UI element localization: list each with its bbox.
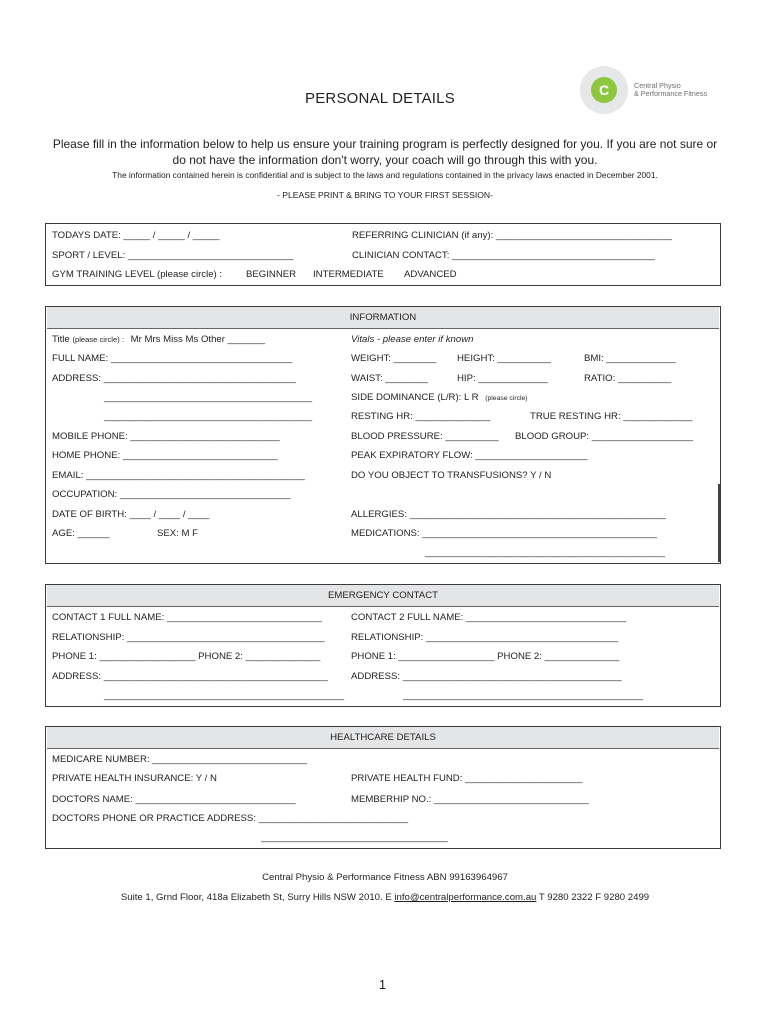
ratio-field[interactable]: RATIO: __________ bbox=[584, 373, 672, 384]
height-field[interactable]: HEIGHT: __________ bbox=[457, 353, 551, 364]
emergency-contact-box bbox=[45, 584, 721, 707]
margin-rule bbox=[718, 484, 720, 562]
allergies-field[interactable]: ALLERGIES: ________________________________________________ bbox=[351, 509, 666, 520]
contact-1-name-field[interactable]: CONTACT 1 FULL NAME: _____________________________ bbox=[52, 612, 322, 623]
footer-phones: T 9280 2322 F 9280 2499 bbox=[536, 892, 650, 903]
intro-text: Please fill in the information below to help us ensure your training program is perfectly designed for you. If you are not sure or do not have the information don't worry, your coach will go through this with you. bbox=[52, 137, 718, 167]
doctors-phone-line-2[interactable]: ___________________________________ bbox=[261, 832, 448, 843]
privacy-notice: The information contained herein is confidential and is subject to the laws and regulations contained in the privacy laws enacted in December 2001. bbox=[112, 170, 658, 180]
logo-mark: C bbox=[591, 77, 617, 103]
doctors-name-field[interactable]: DOCTORS NAME: ______________________________ bbox=[52, 794, 296, 805]
address-line-2[interactable]: _______________________________________ bbox=[104, 392, 313, 403]
address-line-3[interactable]: _______________________________________ bbox=[104, 411, 313, 422]
footer-address: Suite 1, Grnd Floor, 418a Elizabeth St, Surry Hills NSW 2010. E bbox=[120, 892, 395, 903]
full-name-field[interactable]: FULL NAME: __________________________________ bbox=[52, 353, 293, 364]
true-resting-hr-field[interactable]: TRUE RESTING HR: _____________ bbox=[530, 411, 693, 422]
bmi-field[interactable]: BMI: _____________ bbox=[584, 353, 676, 364]
waist-field[interactable]: WAIST: ________ bbox=[351, 373, 428, 384]
blood-pressure-field[interactable]: BLOOD PRESSURE: __________ bbox=[351, 431, 499, 442]
side-dominance-hint: (please circle) bbox=[485, 395, 528, 402]
title-options[interactable]: Mr Mrs Miss Ms Other _______ bbox=[130, 334, 265, 345]
logo-line-1: Central Physio bbox=[634, 81, 681, 90]
healthcare-details-box bbox=[45, 726, 721, 849]
mobile-phone-field[interactable]: MOBILE PHONE: ____________________________ bbox=[52, 431, 280, 442]
healthcare-details-header: HEALTHCARE DETAILS bbox=[47, 727, 719, 749]
age-field[interactable]: AGE: ______ bbox=[52, 528, 110, 539]
doctors-phone-field[interactable]: DOCTORS PHONE OR PRACTICE ADDRESS: ____________________________ bbox=[52, 813, 409, 824]
sport-level-field[interactable]: SPORT / LEVEL: _______________________________ bbox=[52, 250, 294, 261]
medications-field[interactable]: MEDICATIONS: ____________________________________________ bbox=[351, 528, 658, 539]
gym-level-beginner[interactable]: BEGINNER bbox=[246, 269, 297, 280]
page-title: PERSONAL DETAILS bbox=[305, 90, 455, 107]
print-note: - PLEASE PRINT & BRING TO YOUR FIRST SESSION- bbox=[276, 190, 493, 200]
private-health-fund-field[interactable]: PRIVATE HEALTH FUND: ______________________ bbox=[351, 773, 583, 784]
email-field[interactable]: EMAIL: _________________________________________ bbox=[52, 470, 305, 481]
gym-level-intermediate[interactable]: INTERMEDIATE bbox=[313, 269, 384, 280]
side-dominance-options[interactable]: SIDE DOMINANCE (L/R): L R bbox=[351, 392, 479, 403]
resting-hr-field[interactable]: RESTING HR: ______________ bbox=[351, 411, 491, 422]
footer-contact bbox=[0, 892, 770, 903]
vitals-hint: Vitals - please enter if known bbox=[351, 334, 474, 345]
title-label: Title bbox=[52, 334, 70, 345]
logo-line-2: & Performance Fitness bbox=[634, 89, 708, 98]
gym-level-advanced[interactable]: ADVANCED bbox=[404, 269, 457, 280]
contact-1-phones-field[interactable]: PHONE 1: __________________ PHONE 2: ______________ bbox=[52, 651, 321, 662]
medications-line-2[interactable]: _____________________________________________ bbox=[425, 547, 666, 558]
medicare-number-field[interactable]: MEDICARE NUMBER: _____________________________ bbox=[52, 754, 307, 765]
contact-1-address-field[interactable]: ADDRESS: __________________________________________ bbox=[52, 671, 328, 682]
title-circle-hint: (please circle) : bbox=[72, 335, 124, 344]
contact-2-address-field[interactable]: ADDRESS: _________________________________________ bbox=[351, 671, 622, 682]
title-field bbox=[52, 334, 265, 345]
side-dominance-field bbox=[351, 392, 528, 403]
contact-2-phones-field[interactable]: PHONE 1: __________________ PHONE 2: ______________ bbox=[351, 651, 620, 662]
weight-field[interactable]: WEIGHT: ________ bbox=[351, 353, 437, 364]
referring-clinician-field[interactable]: REFERRING CLINICIAN (if any): _________________________________ bbox=[352, 230, 672, 241]
sex-field[interactable]: SEX: M F bbox=[157, 528, 199, 539]
contact-2-relationship-field[interactable]: RELATIONSHIP: ____________________________________ bbox=[351, 632, 619, 643]
private-health-insurance-field[interactable]: PRIVATE HEALTH INSURANCE: Y / N bbox=[52, 773, 217, 784]
information-header: INFORMATION bbox=[47, 307, 719, 329]
peak-expiratory-flow-field[interactable]: PEAK EXPIRATORY FLOW: _____________________ bbox=[351, 450, 588, 461]
hip-field[interactable]: HIP: _____________ bbox=[457, 373, 548, 384]
todays-date-field[interactable]: TODAYS DATE: _____ / _____ / _____ bbox=[52, 230, 220, 241]
page-number: 1 bbox=[378, 977, 387, 992]
contact-1-address-line-2[interactable]: _____________________________________________ bbox=[104, 690, 345, 701]
gym-level-label: GYM TRAINING LEVEL (please circle) : bbox=[52, 269, 223, 280]
transfusions-field[interactable]: DO YOU OBJECT TO TRANSFUSIONS? Y / N bbox=[351, 470, 552, 481]
footer-email-link[interactable]: info@centralperformance.com.au bbox=[394, 892, 537, 903]
contact-2-name-field[interactable]: CONTACT 2 FULL NAME: ______________________________ bbox=[351, 612, 627, 623]
contact-1-relationship-field[interactable]: RELATIONSHIP: _____________________________________ bbox=[52, 632, 325, 643]
contact-2-address-line-2[interactable]: _____________________________________________ bbox=[403, 690, 644, 701]
membership-number-field[interactable]: MEMBERHIP NO.: _____________________________ bbox=[351, 794, 589, 805]
home-phone-field[interactable]: HOME PHONE: _____________________________ bbox=[52, 450, 278, 461]
occupation-field[interactable]: OCCUPATION: ________________________________ bbox=[52, 489, 291, 500]
address-field[interactable]: ADDRESS: ____________________________________ bbox=[52, 373, 296, 384]
date-of-birth-field[interactable]: DATE OF BIRTH: ____ / ____ / ____ bbox=[52, 509, 210, 520]
blood-group-field[interactable]: BLOOD GROUP: ___________________ bbox=[515, 431, 694, 442]
footer-abn: Central Physio & Performance Fitness ABN 99163964967 bbox=[262, 872, 508, 883]
emergency-contact-header: EMERGENCY CONTACT bbox=[47, 585, 719, 607]
clinician-contact-field[interactable]: CLINICIAN CONTACT: ______________________________________ bbox=[352, 250, 655, 261]
